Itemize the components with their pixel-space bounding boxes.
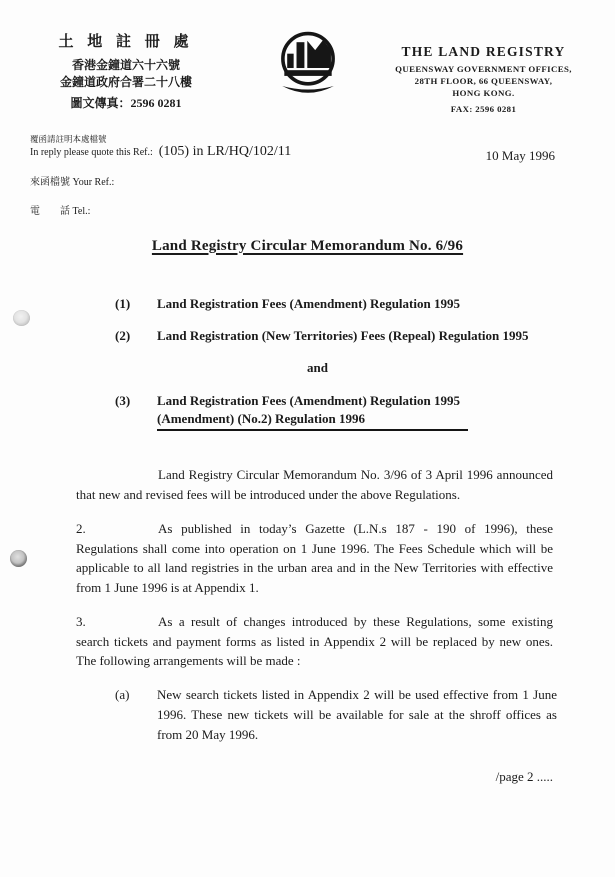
reference-block — [30, 133, 615, 217]
fax-chinese: 圖文傳真：2596 0281 — [70, 96, 182, 110]
org-name-english: THE LAND REGISTRY — [401, 44, 566, 59]
reply-ref-label-english: In reply please quote this Ref.: — [30, 146, 153, 158]
regulation-item-1 — [115, 295, 545, 313]
conjunction-and: and — [307, 359, 328, 375]
paragraph-2 — [76, 519, 553, 598]
address-english-line3: HONG KONG. — [452, 87, 515, 98]
regulation-text: Land Registration Fees (Amendment) Regulation 1995 — [157, 295, 460, 311]
regulation-text: Land Registration (New Territories) Fees (Repeal) Regulation 1995 — [157, 328, 529, 344]
your-ref-label: 來函檔號 Your Ref.: — [30, 176, 115, 188]
regulation-text-line1: Land Registration Fees (Amendment) Regulation 1995 — [157, 392, 460, 408]
scan-smudge-bottom — [10, 550, 27, 567]
paragraph-text: As published in today’s Gazette (L.N.s 187 - 190 of 1996), these Regulations shall come into operation on 1 June 1996. The Fees Schedule which will be applicable to all land registries in the urban area and in the New Territories with effective from 1 June 1996 is at Appendix 1. — [76, 520, 553, 596]
regulation-item-3 — [115, 392, 545, 432]
regulation-text — [157, 392, 545, 432]
address-english-line2: 28TH FLOOR, 66 QUEENSWAY, — [414, 75, 553, 86]
paragraph-number: 3. — [76, 613, 86, 629]
org-name-chinese: 土 地 註 冊 處 — [58, 34, 194, 50]
address-chinese-line1: 香港金鐘道六十六號 — [71, 58, 180, 72]
land-registry-logo-icon — [252, 30, 364, 114]
paragraph-1 — [76, 465, 553, 505]
regulation-number: (3) — [115, 392, 131, 408]
sub-item-text: New search tickets listed in Appendix 2 will be used effective from 1 June 1996. These new tickets will be available for sale at the shroff offices as from 20 May 1996. — [157, 687, 557, 742]
fax-english: FAX: 2596 0281 — [450, 103, 517, 114]
paragraph-text: As a result of changes introduced by these Regulations, some existing search tickets and payment forms as listed in Appendix 2 will be replaced by new ones. The following arrangements will be made : — [76, 613, 553, 669]
scan-smudge-top — [13, 310, 30, 326]
regulation-number: (2) — [115, 328, 131, 344]
letterhead — [0, 0, 615, 114]
regulations-list — [0, 295, 615, 432]
paragraph-3 — [76, 612, 553, 671]
sub-item-number: (a) — [115, 687, 130, 703]
regulation-item-2 — [115, 327, 545, 345]
address-english-line1: QUEENSWAY GOVERNMENT OFFICES, — [395, 64, 572, 74]
logo-svg — [272, 30, 344, 96]
regulation-number: (1) — [115, 295, 131, 311]
page-continuation-marker: /page 2 ..... — [495, 769, 553, 784]
reply-ref-label-chinese: 覆函請註明本處檔號 — [30, 133, 107, 144]
paragraph-text: Land Registry Circular Memorandum No. 3/96 of 3 April 1996 announced that new and revised fees will be introduced under the above Regulations. — [76, 467, 553, 503]
document-date: 10 May 1996 — [485, 147, 555, 163]
regulation-text-line2-underlined: (Amendment) (No.2) Regulation 1996 — [157, 410, 468, 431]
letterhead-english — [364, 30, 615, 114]
body-text — [0, 465, 615, 744]
reply-ref-value: (105) in LR/HQ/102/11 — [158, 143, 292, 159]
paragraph-number: 2. — [76, 520, 86, 536]
address-chinese-line2: 金鐘道政府合署二十八樓 — [59, 75, 192, 89]
tel-label: 電 話 Tel.: — [30, 205, 91, 217]
sub-item-a — [115, 685, 557, 744]
page-title: Land Registry Circular Memorandum No. 6/96 — [151, 237, 464, 254]
letterhead-chinese — [0, 30, 252, 114]
